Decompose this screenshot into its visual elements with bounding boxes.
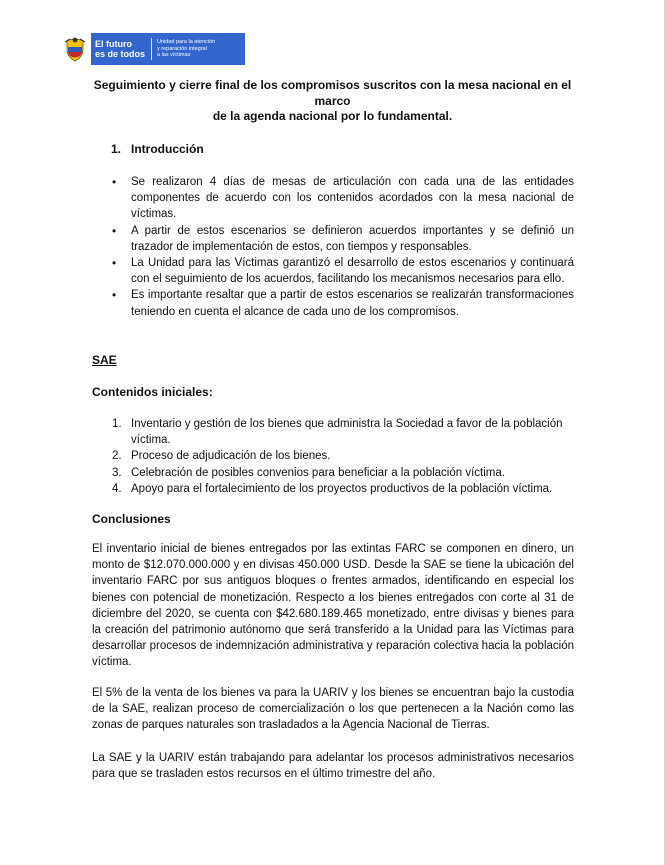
- item-number: 3.: [112, 466, 122, 479]
- document-title: [80, 78, 585, 125]
- list-item: [112, 465, 574, 481]
- logo-unit-line2: y reparación integral: [157, 45, 207, 52]
- list-item: • A partir de estos escenarios se definieron acuerdos importantes y se definió un trazador de implementación de estos, con tiempos y responsables.: [112, 223, 574, 255]
- item-number: 2.: [112, 450, 122, 463]
- header-logo: [59, 33, 245, 65]
- section-title: Introducción: [131, 142, 204, 156]
- logo-line2: es de todos: [95, 49, 146, 59]
- list-item: • La Unidad para las Víctimas garantizó el desarrollo de estos escenarios y continuará con el seguimiento de los acuerdos, facilitando los mecanismos necesarios para ello.: [112, 255, 574, 287]
- logo-slogan: [91, 33, 151, 65]
- item-text: Apoyo para el fortalecimiento de los proyectos productivos de la población víctima.: [131, 482, 553, 495]
- section-number: 1.: [111, 142, 122, 156]
- title-line1: Seguimiento y cierre final de los compromisos suscritos con la mesa nacional en el marco: [93, 78, 572, 108]
- list-item: • Es importante resaltar que a partir de estos escenarios se realizarán transformaciones teniendo en cuenta el alcance de cada uno de los compromisos.: [112, 287, 574, 319]
- conclusion-paragraph: El 5% de la venta de los bienes va para la UARIV y los bienes se encuentran bajo la custodia de la SAE, realizan proceso de comercialización o los que pertenecen a la Nación como las zonas de parques naturales son trasladados a la Agencia Nacional de Tierras.: [92, 687, 574, 732]
- list-item: • Se realizaron 4 días de mesas de articulación con cada una de las entidades componentes de acuerdo con los contenidos acordados con la mesa nacional de víctimas.: [112, 174, 574, 223]
- initial-contents-heading: Contenidos iniciales:: [92, 385, 213, 399]
- list-item: [112, 416, 574, 448]
- sae-heading: SAE: [92, 353, 117, 367]
- section-heading-introduction: [111, 142, 204, 156]
- list-item: [112, 448, 574, 464]
- item-text: Celebración de posibles convenios para beneficiar a la población víctima.: [131, 466, 505, 479]
- title-line2: de la agenda nacional por lo fundamental.: [212, 109, 453, 123]
- item-number: 1.: [112, 418, 122, 430]
- logo-line1: El futuro: [95, 39, 132, 49]
- logo-unit-line1: Unidad para la atención: [157, 39, 216, 46]
- item-text: Inventario y gestión de los bienes que administra la Sociedad a favor de la población víctima.: [131, 418, 563, 447]
- intro-bullet-list: [112, 174, 574, 320]
- coat-of-arms-icon: [59, 33, 91, 65]
- conclusions-heading: Conclusiones: [92, 512, 171, 526]
- list-item: [112, 481, 574, 497]
- conclusion-paragraph: El inventario inicial de bienes entregados por las extintas FARC se componen en dinero, un monto de $12.070.000.000 y en divisas 450.000 USD. Desde la SAE se tiene la ubicación del inventario FARC por sus antiguos bloques o frentes armados, identificando en especial los bienes con potencial de monetización. Respecto a los bienes entregados con corte al 31 de diciembre del 2020, se cuenta con $42.680.189.465 monetizado, entre divisas y bienes para la creación del patrimonio autónomo que será transferido a la Unidad para las Víctimas para desarrollar procesos de indemnización administrativa y reparación colectiva hacia la población víctima.: [92, 543, 574, 669]
- conclusion-paragraph: La SAE y la UARIV están trabajando para adelantar los procesos administrativos necesarios para que se trasladen estos recursos en el último trimestre del año.: [92, 752, 574, 781]
- item-number: 4.: [112, 482, 122, 495]
- initial-contents-list: [112, 416, 574, 497]
- logo-unit-line3: a las víctimas: [157, 52, 191, 59]
- logo-unit-name: [152, 33, 245, 65]
- item-text: Proceso de adjudicación de los bienes.: [131, 450, 331, 463]
